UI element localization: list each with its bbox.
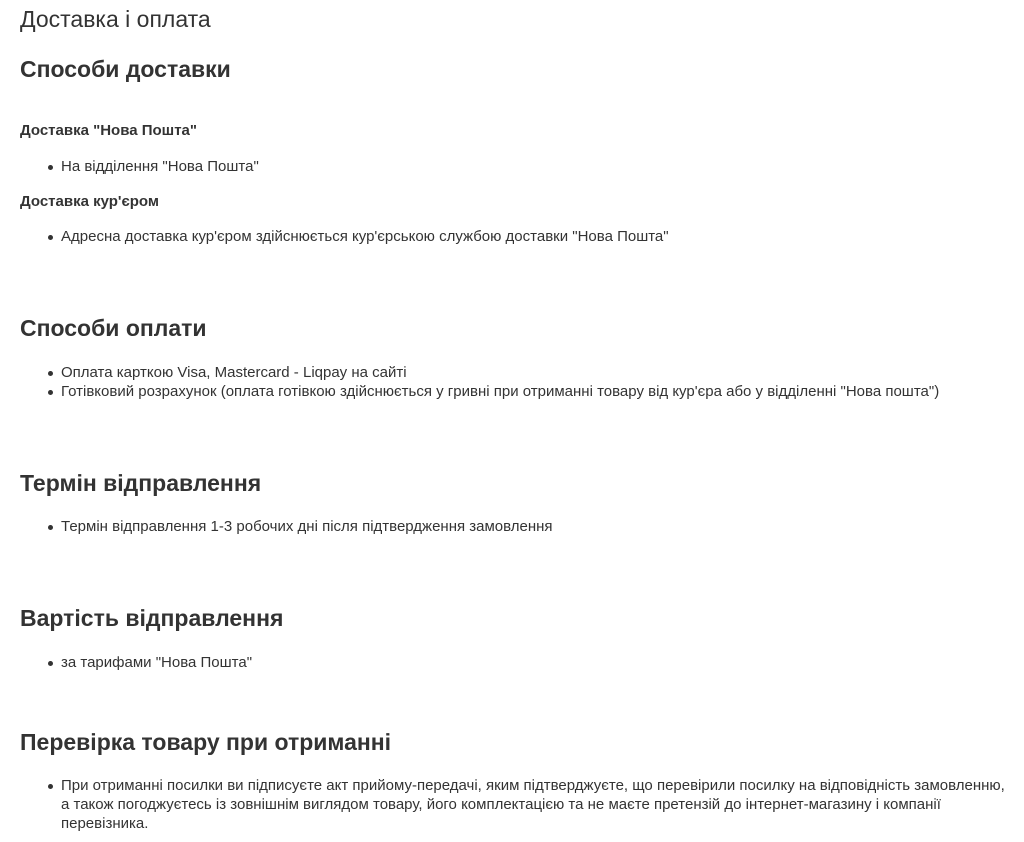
payment-methods-list bbox=[20, 363, 939, 401]
delivery-methods-heading: Способи доставки bbox=[20, 56, 231, 82]
page-title: Доставка і оплата bbox=[20, 6, 211, 32]
shipping-time-heading: Термін відправлення bbox=[20, 470, 262, 496]
shipping-cost-list bbox=[20, 653, 252, 672]
list-item: за тарифами "Нова Пошта" bbox=[61, 654, 253, 671]
list-item: Оплата карткою Visa, Mastercard - Liqpay на сайті bbox=[61, 363, 939, 382]
nova-poshta-delivery-heading: Доставка "Нова Пошта" bbox=[20, 122, 197, 139]
shipping-cost-heading: Вартість відправлення bbox=[20, 605, 284, 631]
shipping-time-list bbox=[20, 517, 553, 536]
list-item: Готівковий розрахунок (оплата готівкою здійснюється у гривні при отриманні товару від кур'єра або у відділенні "Нова пошта") bbox=[61, 383, 940, 400]
inspection-heading: Перевірка товару при отриманні bbox=[20, 729, 392, 755]
nova-poshta-delivery-list bbox=[20, 157, 259, 176]
list-item: Адресна доставка кур'єром здійснюється кур'єрською службою доставки "Нова Пошта" bbox=[61, 228, 669, 245]
courier-delivery-list bbox=[20, 227, 669, 246]
payment-methods-heading: Способи оплати bbox=[20, 315, 207, 341]
list-item: На відділення "Нова Пошта" bbox=[61, 158, 259, 175]
list-item: Термін відправлення 1-3 робочих дні після підтвердження замовлення bbox=[61, 518, 553, 535]
list-item: При отриманні посилки ви підписуєте акт прийому-передачі, яким підтверджуєте, що перевірили посилку на відповідність замовленню, а також погоджуєтесь із зовнішнім виглядом товару, його комплектацією та не маєте претензій до інтернет-магазину і компанії перевізника. bbox=[61, 777, 1005, 832]
courier-delivery-heading: Доставка кур'єром bbox=[20, 193, 159, 210]
inspection-list bbox=[20, 776, 1006, 833]
